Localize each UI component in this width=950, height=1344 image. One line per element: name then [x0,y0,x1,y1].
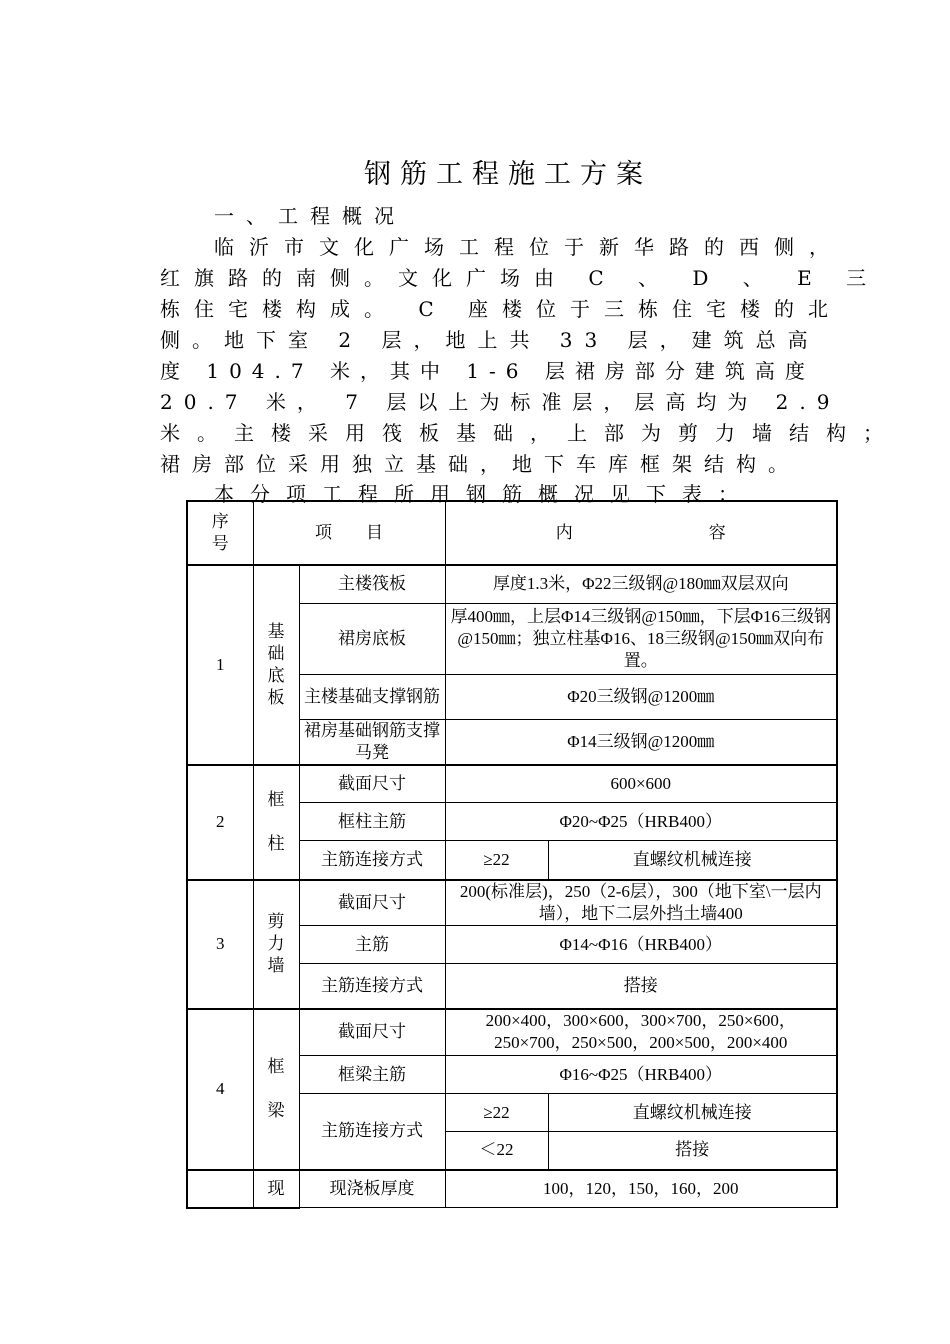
item-cell: 现浇板厚度 [299,1170,445,1208]
item-cell: 主楼基础支撑钢筋 [299,674,445,719]
paragraph-line: 米。主楼采用筏板基础，上部为剪力墙结构； [160,421,900,445]
row-number [187,1170,253,1208]
content-cell: 100，120，150，160，200 [445,1170,837,1208]
content-cell: 600×600 [445,765,837,803]
item-cell: 截面尺寸 [299,1009,445,1056]
item-cell: 框柱主筋 [299,803,445,841]
row-category: 基础底板 [253,565,299,765]
paragraph-line: 侧。地下室 2 层，地上共 33 层，建筑总高 [160,328,820,352]
item-cell: 主筋连接方式 [299,1094,445,1170]
section-heading: 一、工程概况 [214,204,406,228]
row-number: 2 [187,765,253,880]
item-cell: 裙房基础钢筋支撑马凳 [299,719,445,765]
content-cell: Φ14三级钢@1200㎜ [445,719,837,765]
table-intro: 本分项工程所用钢筋概况见下表： [214,482,754,506]
content-cell: 厚度1.3米，Φ22三级钢@180㎜双层双向 [445,565,837,603]
paragraph-line: 临沂市文化广场工程位于新华路的西侧， [214,235,844,259]
paragraph-line: 20.7 米， 7 层以上为标准层，层高均为 2.9 [160,390,841,414]
table-row [187,565,837,603]
header-item: 项 目 [253,501,445,565]
paragraph-line: 裙房部位采用独立基础，地下车库框架结构。 [160,452,800,476]
row-number: 4 [187,1009,253,1170]
row-category: 框柱 [253,765,299,880]
item-cell: 截面尺寸 [299,765,445,803]
content-cell: Φ14~Φ16（HRB400） [445,926,837,964]
condition-cell: ≥22 [445,841,548,880]
row-category: 现 [253,1170,299,1208]
item-cell: 截面尺寸 [299,880,445,926]
table-row [187,880,837,926]
content-cell: 200×400，300×600，300×700，250×600，250×700，250×500，200×500，200×400 [445,1009,837,1056]
item-cell: 主筋连接方式 [299,964,445,1009]
condition-cell: ＜22 [445,1132,548,1170]
content-cell: 200(标准层)，250（2-6层），300（地下室\一层内墙），地下二层外挡土墙400 [445,880,837,926]
condition-cell: ≥22 [445,1094,548,1132]
content-cell: 直螺纹机械连接 [548,1094,837,1132]
item-cell: 裙房底板 [299,603,445,674]
content-cell: 直螺纹机械连接 [548,841,837,880]
content-cell: Φ20三级钢@1200㎜ [445,674,837,719]
content-cell: 搭接 [548,1132,837,1170]
content-cell: Φ20~Φ25（HRB400） [445,803,837,841]
header-content: 内 容 [445,501,837,565]
content-cell: 搭接 [445,964,837,1009]
paragraph-line: 红旗路的南侧。文化广场由 C 、 D 、 E 三 [160,266,881,290]
header-no: 序号 [187,501,253,565]
table-row [187,1009,837,1056]
row-number: 3 [187,880,253,1009]
table-header-row [187,501,837,565]
item-cell: 主筋连接方式 [299,841,445,880]
table-row [187,765,837,803]
table-row [187,1170,837,1208]
rebar-spec-table [186,500,838,1209]
document-title: 钢筋工程施工方案 [364,159,652,190]
content-cell: Φ16~Φ25（HRB400） [445,1056,837,1094]
row-number: 1 [187,565,253,765]
content-cell: 厚400㎜，上层Φ14三级钢@150㎜，下层Φ16三级钢@150㎜；独立柱基Φ16、18三级钢@150㎜双向布置。 [445,603,837,674]
item-cell: 框梁主筋 [299,1056,445,1094]
row-category: 剪力墙 [253,880,299,1009]
paragraph-line: 栋住宅楼构成。 C 座楼位于三栋住宅楼的北 [160,297,843,321]
item-cell: 主筋 [299,926,445,964]
item-cell: 主楼筏板 [299,565,445,603]
row-category: 框梁 [253,1009,299,1170]
paragraph-line: 度 104.7 米，其中 1-6 层裙房部分建筑高度 [160,359,815,383]
